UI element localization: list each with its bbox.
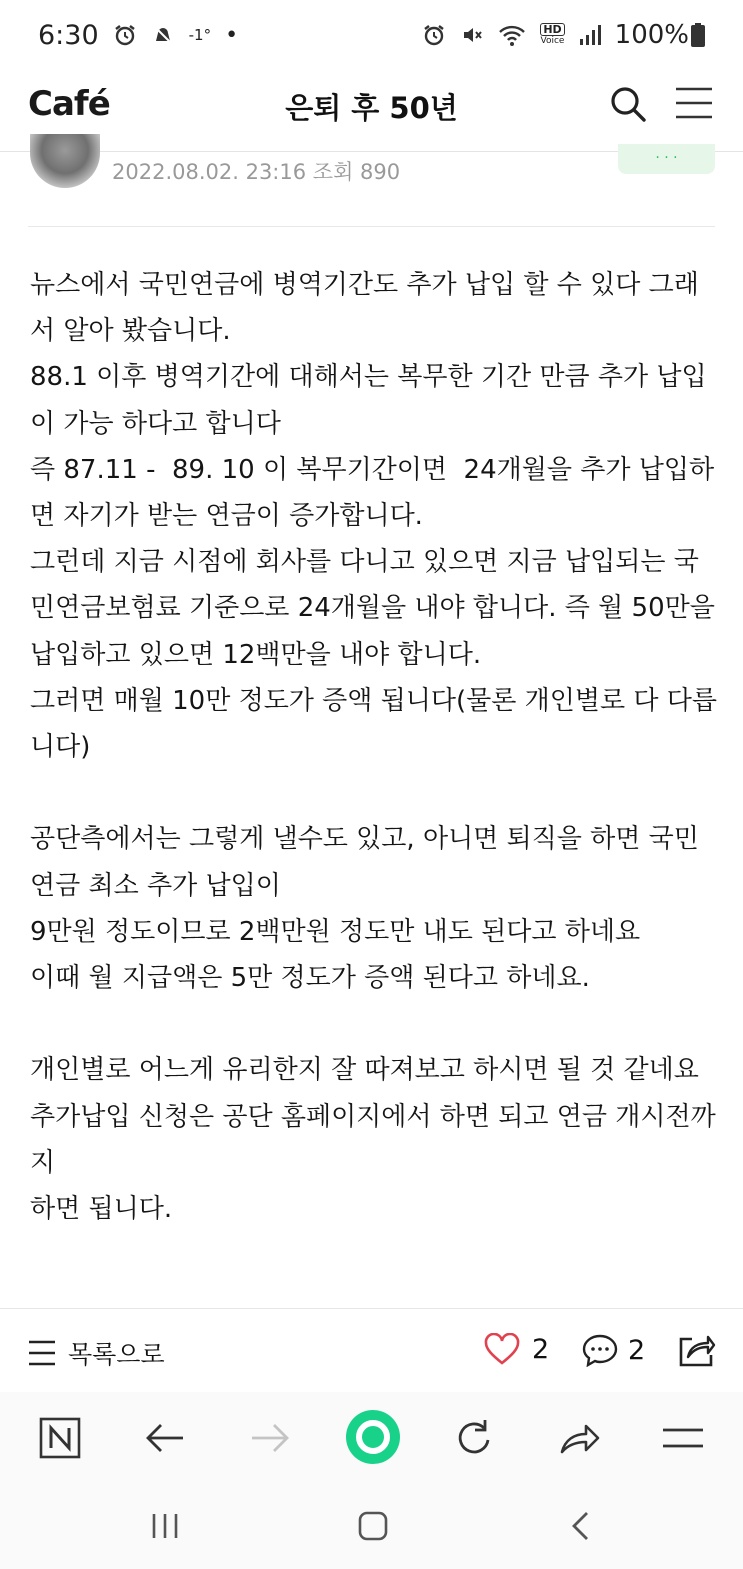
post-body	[30, 262, 720, 1232]
green-action-button[interactable]	[345, 1409, 401, 1465]
refresh-icon	[455, 1418, 495, 1458]
browser-menu-button[interactable]	[661, 1416, 705, 1460]
paragraph-spacer	[30, 770, 720, 816]
browser-menu-icon	[662, 1426, 704, 1450]
paragraph-spacer	[30, 1001, 720, 1047]
comment-icon	[582, 1333, 618, 1367]
nav-back-button[interactable]	[558, 1506, 602, 1546]
share-button[interactable]	[678, 1333, 716, 1371]
home-icon	[357, 1510, 389, 1542]
refresh-button[interactable]	[453, 1416, 497, 1460]
alarm-icon	[113, 23, 137, 47]
menu-icon	[674, 86, 714, 120]
alarm-icon	[422, 23, 446, 47]
naver-home-button[interactable]	[38, 1416, 82, 1460]
hd-label: HD	[540, 23, 564, 36]
subscribe-button[interactable]	[618, 144, 715, 174]
status-temp: -1°	[188, 26, 212, 44]
green-circle-icon	[345, 1409, 401, 1465]
back-to-list-label: 목록으로	[68, 1340, 165, 1369]
bell-icon	[151, 23, 175, 47]
post-meta	[0, 152, 743, 226]
browser-toolbar	[0, 1392, 743, 1482]
divider	[28, 226, 715, 227]
recents-button[interactable]	[143, 1506, 187, 1546]
mute-icon	[460, 23, 484, 47]
subscribe-label: · · ·	[655, 150, 678, 166]
heart-icon	[484, 1333, 520, 1365]
post-paragraph: 공단측에서는 그렇게 낼수도 있고, 아니면 퇴직을 하면 국민연금 최소 추가 납입이 9만원 정도이므로 2백만원 정도만 내도 된다고 하네요 이때 월 지급액은 5만 정도가 증액 된다고 하네요.	[30, 824, 699, 994]
like-button[interactable]	[484, 1333, 549, 1365]
wifi-icon	[498, 23, 526, 47]
status-left	[38, 20, 238, 51]
battery-icon	[691, 23, 705, 47]
signal-icon	[579, 24, 601, 46]
post-action-bar	[0, 1308, 743, 1392]
status-dot: •	[225, 22, 239, 48]
battery-percent: 100%	[614, 20, 689, 50]
recents-icon	[150, 1512, 180, 1540]
list-icon	[28, 1340, 56, 1366]
comment-count: 2	[628, 1334, 646, 1366]
system-nav-bar	[0, 1482, 743, 1569]
author-avatar[interactable]	[30, 134, 100, 188]
status-time: 6:30	[38, 19, 99, 51]
naver-n-icon	[39, 1417, 81, 1459]
cafe-logo[interactable]: Café	[28, 84, 110, 124]
forward-arrow-icon	[250, 1422, 290, 1454]
search-button[interactable]	[608, 84, 648, 124]
home-button[interactable]	[351, 1506, 395, 1546]
voice-label: Voice	[540, 36, 565, 46]
post-date-views: 2022.08.02. 23:16 조회 890	[112, 160, 401, 184]
post-paragraph: 뉴스에서 국민연금에 병역기간도 추가 납입 할 수 있다 그래서 알아 봤습니다. 88.1 이후 병역기간에 대해서는 복무한 기간 만큼 추가 납입이 가능 하다고 합니다 즉 87.11 - 89. 10 이 복무기간이면 24개월을 추가 납입하면 자기가 받는 연금이 증가합니다. 그런데 지금 시점에 회사를 다니고 있으면 지금 납입되는 국민연금보험료 기준으로 24개월을 내야 합니다. 즉 월 50만을 납입하고 있으면 12백만을 내야 합니다. 그러면 매월 10만 정도가 증액 됩니다(물론 개인별로 다 다릅니다)	[30, 270, 718, 763]
back-button[interactable]	[143, 1416, 187, 1460]
page-title[interactable]: 은퇴 후 50년	[285, 91, 458, 125]
hd-voice-icon	[540, 23, 564, 47]
post-paragraph: 개인별로 어느게 유리한지 잘 따져보고 하시면 될 것 같네요 추가납입 신청은 공단 홈페이지에서 하면 되고 연금 개시전까지 하면 됩니다.	[30, 1055, 716, 1225]
share-icon	[678, 1333, 716, 1367]
forward-button[interactable]	[248, 1416, 292, 1460]
menu-button[interactable]	[674, 86, 714, 120]
app-header	[0, 70, 743, 152]
comment-button[interactable]	[582, 1333, 645, 1367]
status-bar	[0, 0, 743, 70]
back-to-list-button[interactable]	[28, 1335, 165, 1371]
back-arrow-icon	[145, 1422, 185, 1454]
like-count: 2	[532, 1333, 550, 1365]
status-right	[422, 20, 705, 50]
search-icon	[608, 84, 648, 124]
nav-back-icon	[569, 1510, 591, 1542]
share-arrow-icon	[558, 1420, 600, 1456]
browser-share-button[interactable]	[557, 1416, 601, 1460]
